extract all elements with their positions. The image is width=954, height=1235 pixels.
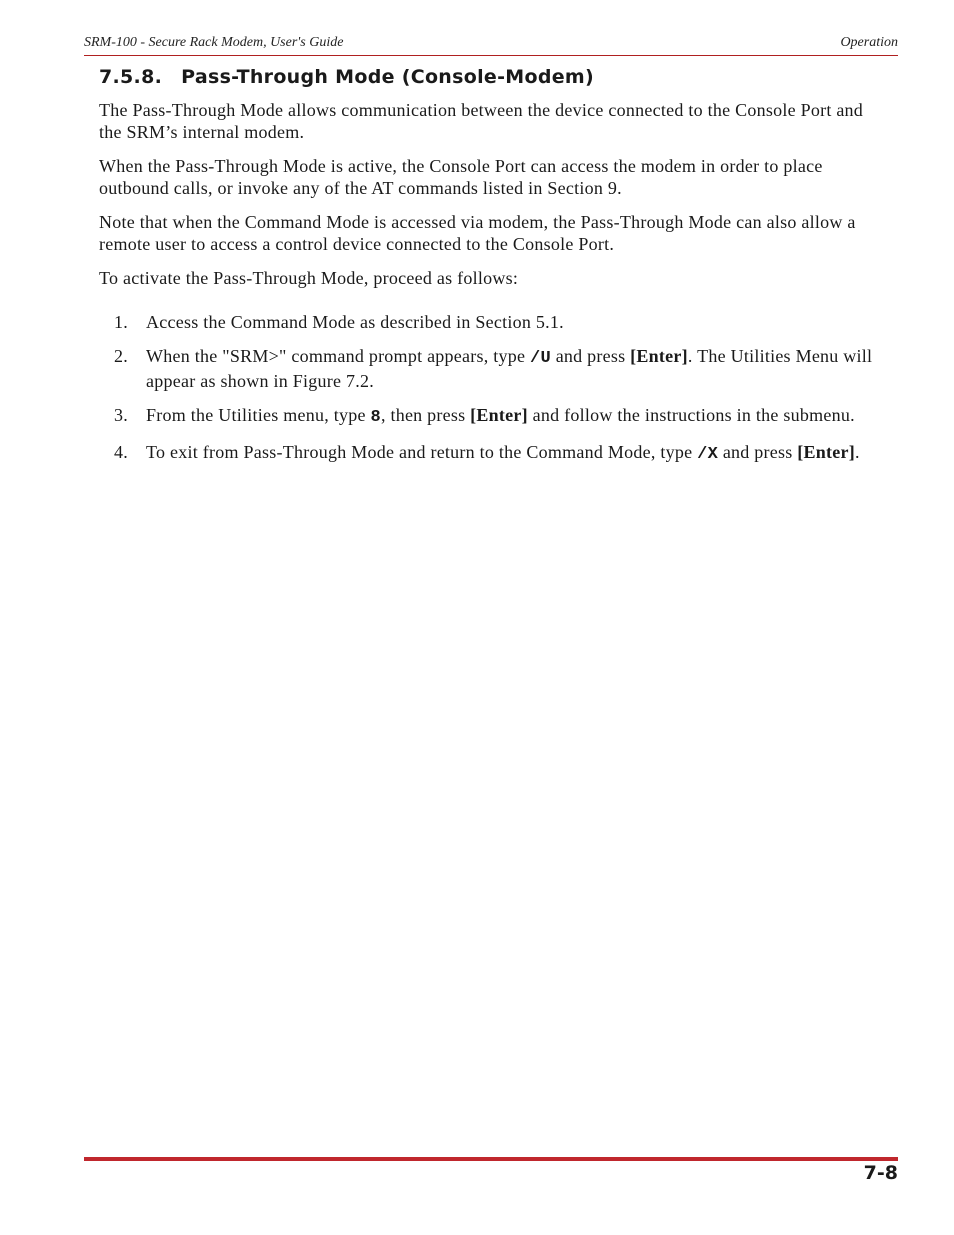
command-code: /U [530, 349, 551, 368]
list-item [99, 345, 889, 392]
page-number: 7-8 [863, 1162, 898, 1184]
list-item [99, 311, 889, 333]
key-label: [Enter] [470, 405, 528, 425]
list-item [99, 441, 889, 466]
section-heading [99, 66, 594, 88]
step-text [146, 405, 855, 425]
step-number: 3. [114, 405, 128, 425]
paragraph: Note that when the Command Mode is accessed via modem, the Pass-Through Mode can also allow a remote user to access a control device connected to the Console Port. [99, 212, 856, 254]
step-list [99, 311, 889, 466]
step-number: 1. [114, 312, 128, 332]
body-content [99, 99, 889, 478]
step-text-part: and follow the instructions in the submenu. [527, 405, 855, 425]
step-text-part: and press [550, 346, 631, 366]
step-text-part: , then press [380, 405, 471, 425]
command-code: 8 [370, 408, 381, 427]
paragraph: When the Pass-Through Mode is active, the Console Port can access the modem in order to place outbound calls, or invoke any of the AT commands listed in Section 9. [99, 156, 823, 198]
paragraph: The Pass-Through Mode allows communication between the device connected to the Console Port and the SRM’s internal modem. [99, 100, 864, 142]
step-number: 4. [114, 442, 128, 462]
footer-divider [84, 1157, 898, 1161]
step-text-part: To exit from Pass-Through Mode and return to the Command Mode, type [146, 442, 698, 462]
paragraph: To activate the Pass-Through Mode, proceed as follows: [99, 268, 519, 288]
step-text: Access the Command Mode as described in Section 5.1. [146, 312, 564, 332]
step-text-part: and press [718, 442, 798, 462]
step-text [146, 442, 860, 462]
key-label: [Enter] [797, 442, 856, 462]
step-number: 2. [114, 346, 128, 366]
section-title: Pass-Through Mode (Console-Modem) [181, 66, 594, 88]
command-code: /X [697, 445, 719, 464]
step-text-part: From the Utilities menu, type [146, 405, 371, 425]
list-item [99, 404, 889, 429]
document-title: SRM-100 - Secure Rack Modem, User's Guide [84, 35, 344, 50]
step-text-part: . The Utilities Menu will appear as shown in Figure 7.2. [146, 346, 873, 391]
step-text [146, 346, 872, 391]
chapter-name: Operation [840, 35, 898, 50]
section-number: 7.5.8. [99, 66, 163, 88]
step-text-part: . [855, 442, 860, 462]
running-header [84, 35, 898, 55]
key-label: [Enter] [630, 346, 688, 366]
step-text-part: When the "SRM>" command prompt appears, type [146, 346, 531, 366]
header-divider [84, 55, 898, 56]
